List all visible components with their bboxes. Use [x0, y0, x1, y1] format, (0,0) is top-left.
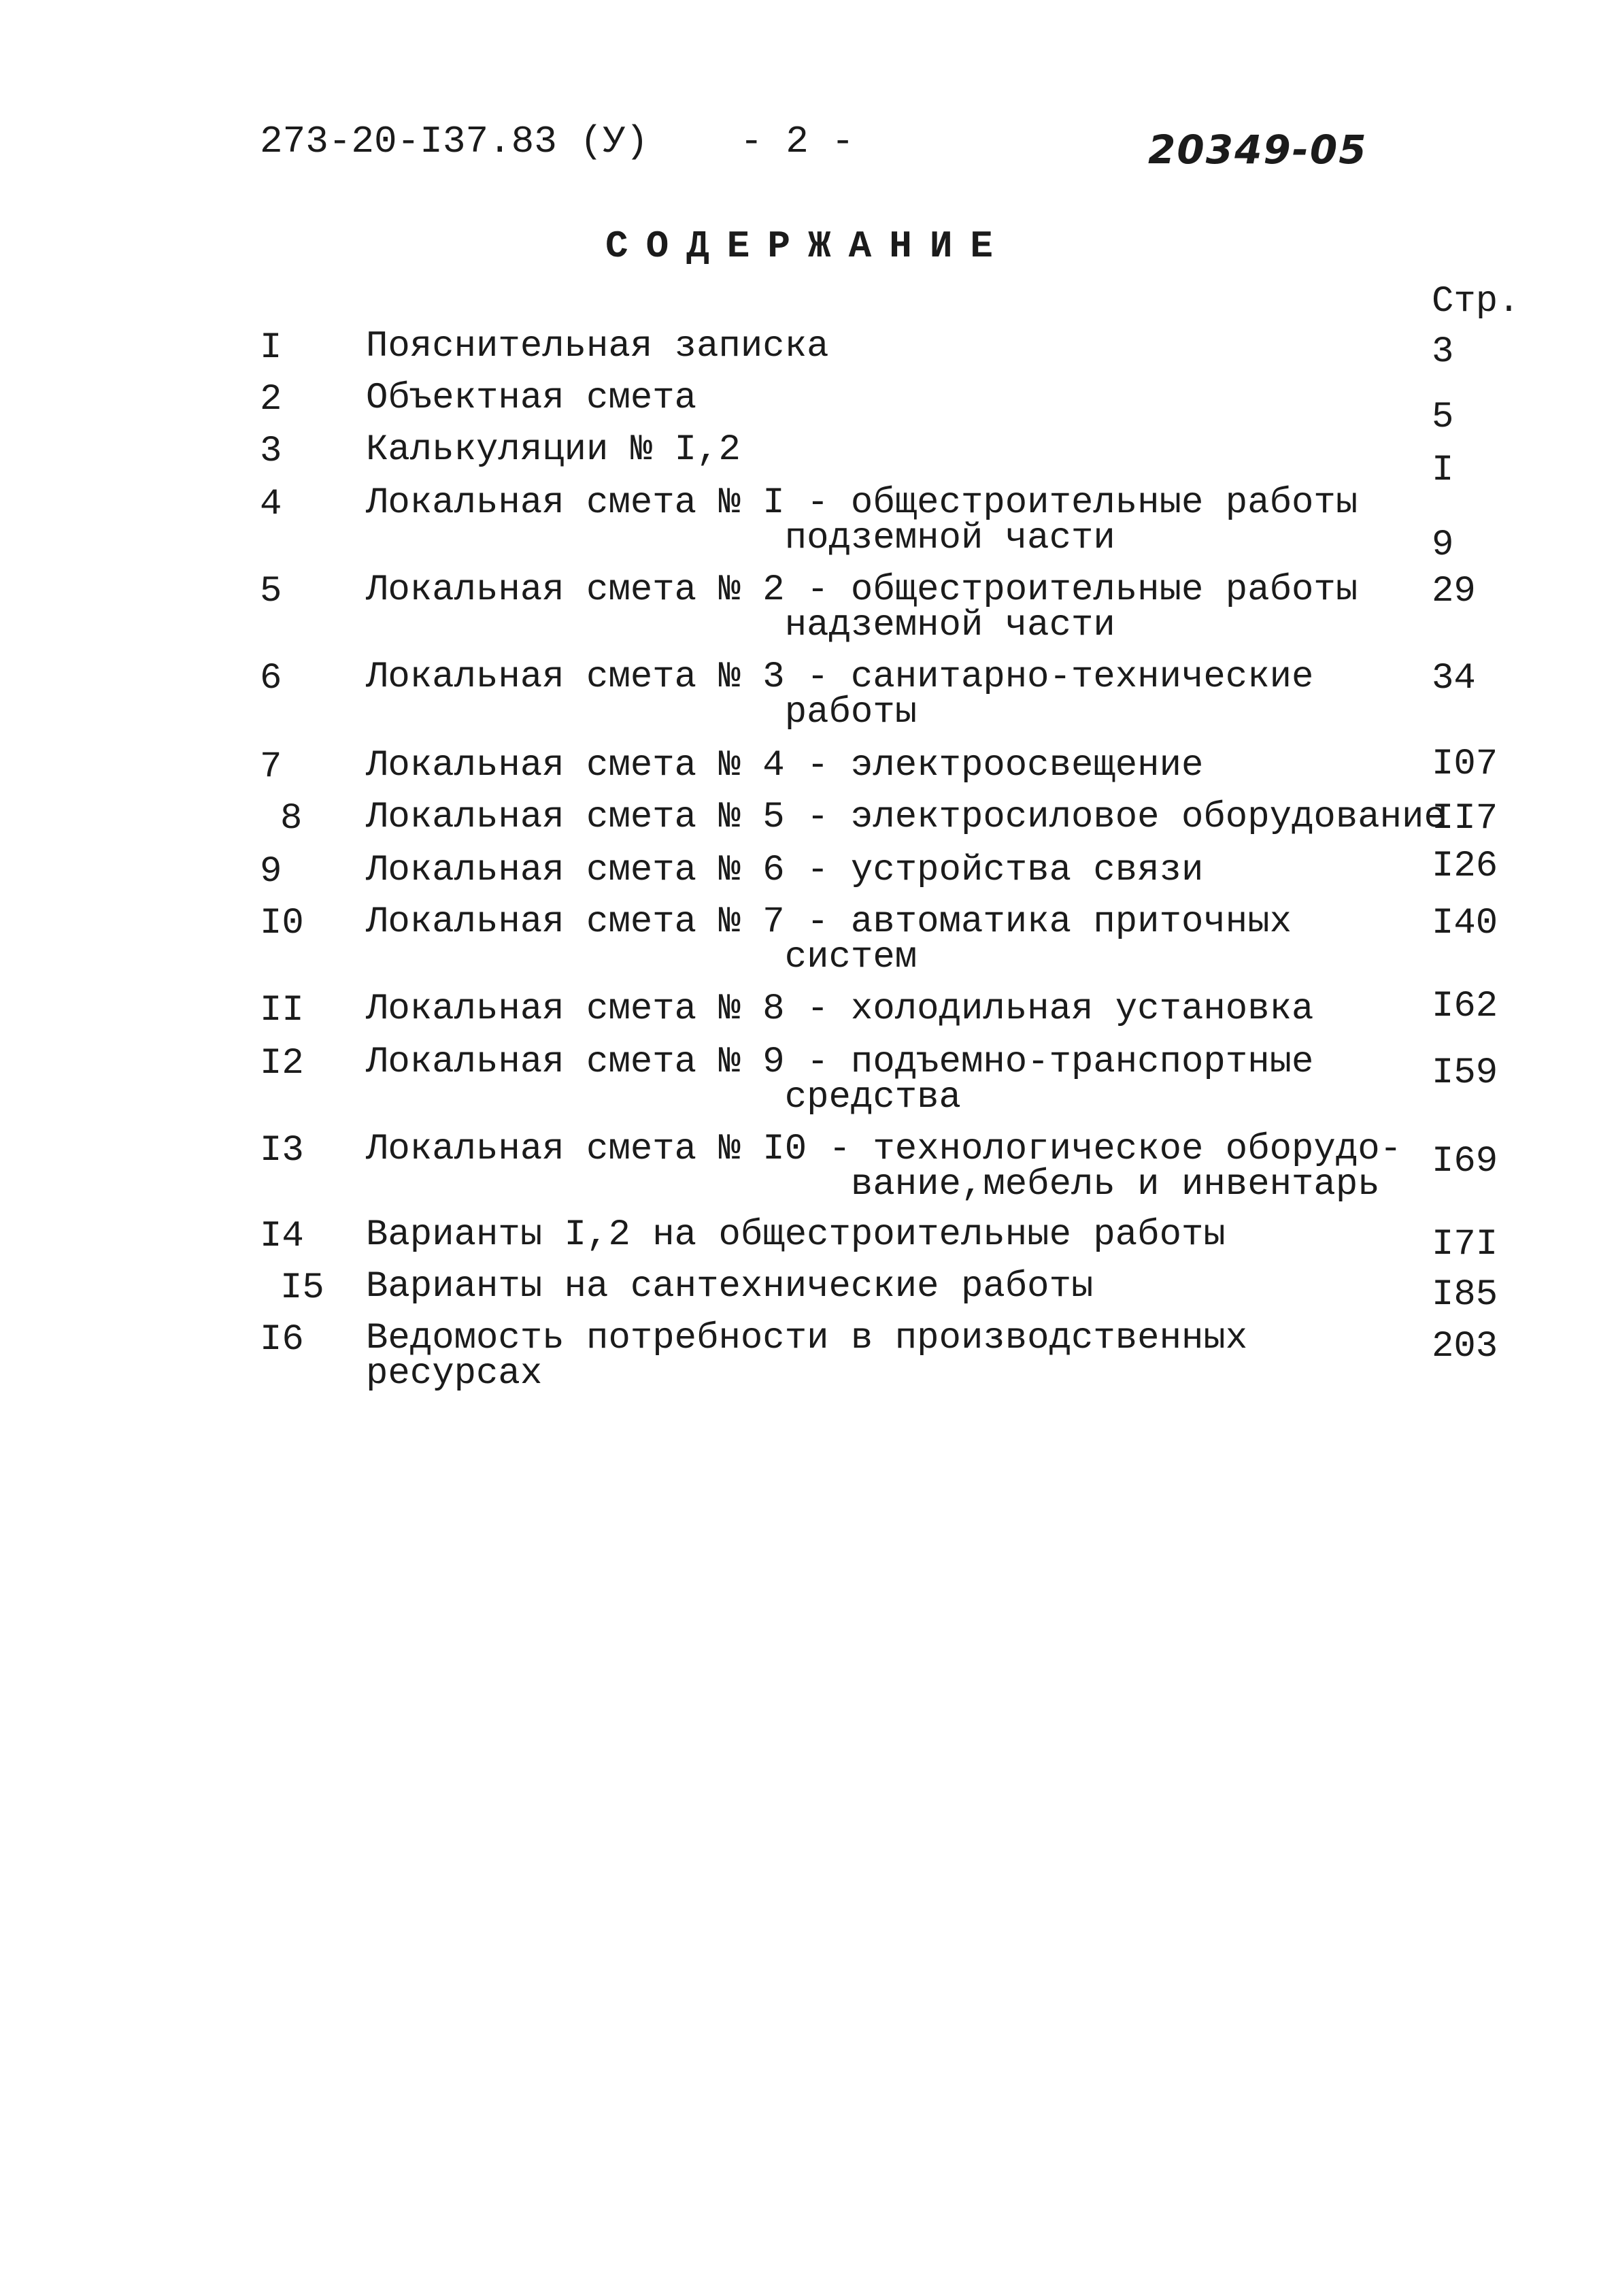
toc-item-number: I4 [260, 1216, 304, 1257]
toc-item-title: Локальная смета № I - общестроительные работы подземной части [366, 482, 1358, 559]
toc-row [0, 1214, 1616, 1272]
toc-item-title: Ведомость потребности в производственных ресурсах [366, 1318, 1248, 1395]
toc-row [0, 846, 1616, 908]
document-code: 273-20-I37.83 (У) [260, 120, 649, 163]
toc-row [0, 378, 1616, 438]
toc-row [0, 326, 1616, 384]
toc-item-page: I62 [1432, 986, 1498, 1027]
toc-item-page: I7I [1432, 1224, 1498, 1265]
page-number: - 2 - [740, 120, 855, 163]
toc-item-title: Локальная смета № 3 - санитарно-технические работы [366, 656, 1314, 733]
toc-item-number: I2 [260, 1043, 304, 1084]
toc-item-page: I59 [1432, 1052, 1498, 1094]
toc-item-title: Варианты на сантехнические работы [366, 1266, 1094, 1308]
toc-item-number: I0 [260, 903, 304, 944]
toc-item-page: 9 [1432, 525, 1454, 566]
toc-item-page: I [1432, 450, 1454, 491]
toc-item-number: I6 [260, 1319, 304, 1361]
toc-item-title: Локальная смета № 8 - холодильная установка [366, 988, 1314, 1030]
toc-item-number: 7 [260, 746, 282, 788]
toc-item-page: 5 [1432, 397, 1454, 438]
toc-item-number: II [260, 990, 304, 1031]
toc-item-title: Локальная смета № I0 - технологическое оборудо- вание,мебель и инвентарь [366, 1129, 1402, 1205]
toc-item-page: I26 [1432, 846, 1498, 887]
toc-row [0, 986, 1616, 1046]
toc-row [0, 1266, 1616, 1324]
toc-item-title: Варианты I,2 на общестроительные работы [366, 1214, 1226, 1256]
toc-row [0, 429, 1616, 491]
toc-item-title: Локальная смета № 5 - электросиловое оборудование [366, 797, 1446, 838]
toc-item-page: I40 [1432, 903, 1498, 944]
toc-item-number: 5 [260, 571, 282, 612]
toc-item-title: Локальная смета № 9 - подъемно-транспортные средства [366, 1042, 1314, 1118]
toc-item-number: I3 [260, 1130, 304, 1171]
toc-item-title: Локальная смета № 2 - общестроительные работы надземной части [366, 569, 1358, 646]
toc-item-number: 2 [260, 379, 282, 420]
toc-item-title: Локальная смета № 6 - устройства связи [366, 850, 1204, 891]
toc-item-number: I [260, 327, 282, 369]
handwritten-number: 20349-05 [1148, 127, 1368, 173]
toc-item-page: 3 [1432, 331, 1454, 373]
toc-row [0, 1042, 1616, 1118]
toc-row [0, 482, 1616, 566]
page-column-header: Стр. [1432, 281, 1520, 322]
toc-item-number: 6 [260, 658, 282, 699]
toc-item-title: Локальная смета № 4 - электроосвещение [366, 745, 1204, 786]
toc-item-page: I69 [1432, 1141, 1498, 1182]
toc-item-number: 4 [260, 484, 282, 525]
toc-row [0, 656, 1616, 733]
toc-row [0, 744, 1616, 803]
toc-item-page: 34 [1432, 658, 1476, 699]
toc-item-page: I85 [1432, 1274, 1498, 1316]
toc-item-title: Пояснительная записка [366, 326, 829, 367]
toc-item-page: I07 [1432, 744, 1498, 785]
toc-row [0, 901, 1616, 978]
toc-item-title: Локальная смета № 7 - автоматика приточных систем [366, 901, 1292, 978]
toc-item-number: I5 [280, 1267, 324, 1309]
toc-row [0, 1129, 1616, 1205]
toc-item-number: 8 [280, 798, 303, 839]
toc-item-title: Объектная смета [366, 378, 697, 419]
toc-item-number: 3 [260, 431, 282, 472]
toc-row [0, 569, 1616, 646]
page-title: СОДЕРЖАНИЕ [605, 224, 1011, 268]
toc-item-page: 203 [1432, 1326, 1498, 1367]
toc-item-page: 29 [1432, 571, 1476, 612]
toc-item-title: Калькуляции № I,2 [366, 429, 741, 471]
toc-row [0, 797, 1616, 854]
toc-item-page: II7 [1432, 798, 1498, 839]
toc-item-number: 9 [260, 851, 282, 893]
toc-row [0, 1318, 1616, 1395]
